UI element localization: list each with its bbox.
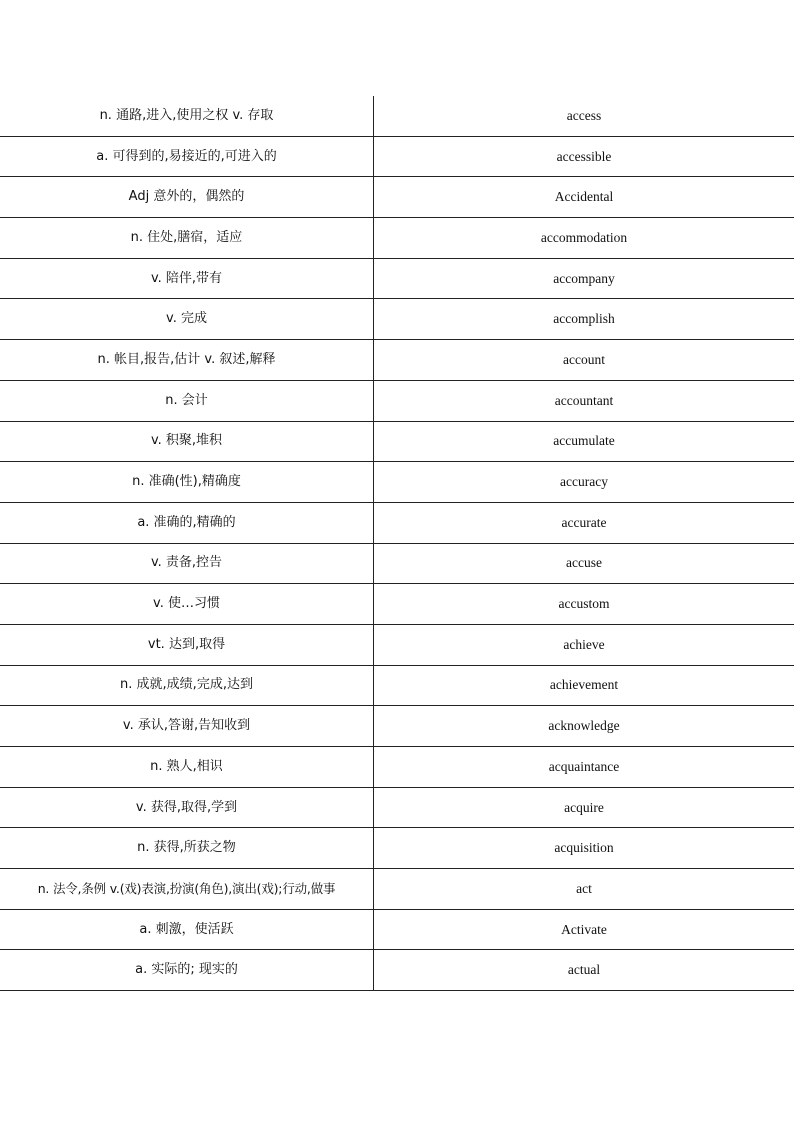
chinese-meaning-cell: v. 完成 — [0, 299, 374, 340]
chinese-meaning-cell: a. 准确的,精确的 — [0, 502, 374, 543]
english-word-cell: accumulate — [374, 421, 794, 462]
chinese-meaning-cell: a. 实际的; 现实的 — [0, 950, 374, 991]
table-row — [0, 706, 794, 747]
table-row — [0, 380, 794, 421]
table-row — [0, 218, 794, 259]
table-row — [0, 828, 794, 869]
table-row — [0, 502, 794, 543]
chinese-meaning-cell: a. 刺激，使活跃 — [0, 909, 374, 950]
english-word-cell: achievement — [374, 665, 794, 706]
english-word-cell: act — [374, 869, 794, 910]
chinese-meaning-cell: n. 成就,成绩,完成,达到 — [0, 665, 374, 706]
vocabulary-table — [0, 96, 794, 991]
chinese-meaning-cell: n. 会计 — [0, 380, 374, 421]
table-row — [0, 462, 794, 503]
table-row — [0, 909, 794, 950]
english-word-cell: acquire — [374, 787, 794, 828]
chinese-meaning-cell: n. 通路,进入,使用之权 v. 存取 — [0, 96, 374, 136]
english-word-cell: accurate — [374, 502, 794, 543]
chinese-meaning-cell: n. 准确(性),精确度 — [0, 462, 374, 503]
table-row — [0, 543, 794, 584]
table-row — [0, 665, 794, 706]
chinese-meaning-cell: n. 住处,膳宿，适应 — [0, 218, 374, 259]
english-word-cell: acknowledge — [374, 706, 794, 747]
chinese-meaning-cell: n. 熟人,相识 — [0, 747, 374, 788]
english-word-cell: acquaintance — [374, 747, 794, 788]
english-word-cell: Accidental — [374, 177, 794, 218]
chinese-meaning-cell: a. 可得到的,易接近的,可进入的 — [0, 136, 374, 177]
table-row — [0, 421, 794, 462]
table-row — [0, 96, 794, 136]
english-word-cell: access — [374, 96, 794, 136]
table-row — [0, 136, 794, 177]
table-row — [0, 340, 794, 381]
english-word-cell: accuracy — [374, 462, 794, 503]
vocabulary-table-body — [0, 96, 794, 991]
chinese-meaning-cell: v. 责备,控告 — [0, 543, 374, 584]
table-row — [0, 869, 794, 910]
english-word-cell: accommodation — [374, 218, 794, 259]
english-word-cell: Activate — [374, 909, 794, 950]
table-row — [0, 299, 794, 340]
chinese-meaning-cell: n. 法令,条例 v.(戏)表演,扮演(角色),演出(戏);行动,做事 — [0, 869, 374, 910]
chinese-meaning-cell: v. 积聚,堆积 — [0, 421, 374, 462]
chinese-meaning-cell: v. 使…习惯 — [0, 584, 374, 625]
chinese-meaning-cell: v. 获得,取得,学到 — [0, 787, 374, 828]
english-word-cell: accustom — [374, 584, 794, 625]
chinese-meaning-cell: vt. 达到,取得 — [0, 624, 374, 665]
table-row — [0, 584, 794, 625]
english-word-cell: achieve — [374, 624, 794, 665]
table-row — [0, 747, 794, 788]
english-word-cell: actual — [374, 950, 794, 991]
english-word-cell: accountant — [374, 380, 794, 421]
chinese-meaning-cell: n. 获得,所获之物 — [0, 828, 374, 869]
english-word-cell: accuse — [374, 543, 794, 584]
english-word-cell: account — [374, 340, 794, 381]
chinese-meaning-cell: v. 陪伴,带有 — [0, 258, 374, 299]
chinese-meaning-cell: v. 承认,答谢,告知收到 — [0, 706, 374, 747]
table-row — [0, 950, 794, 991]
chinese-meaning-cell: n. 帐目,报告,估计 v. 叙述,解释 — [0, 340, 374, 381]
english-word-cell: accomplish — [374, 299, 794, 340]
chinese-meaning-cell: Adj 意外的，偶然的 — [0, 177, 374, 218]
english-word-cell: accompany — [374, 258, 794, 299]
table-row — [0, 177, 794, 218]
english-word-cell: accessible — [374, 136, 794, 177]
table-row — [0, 624, 794, 665]
english-word-cell: acquisition — [374, 828, 794, 869]
table-row — [0, 258, 794, 299]
table-row — [0, 787, 794, 828]
